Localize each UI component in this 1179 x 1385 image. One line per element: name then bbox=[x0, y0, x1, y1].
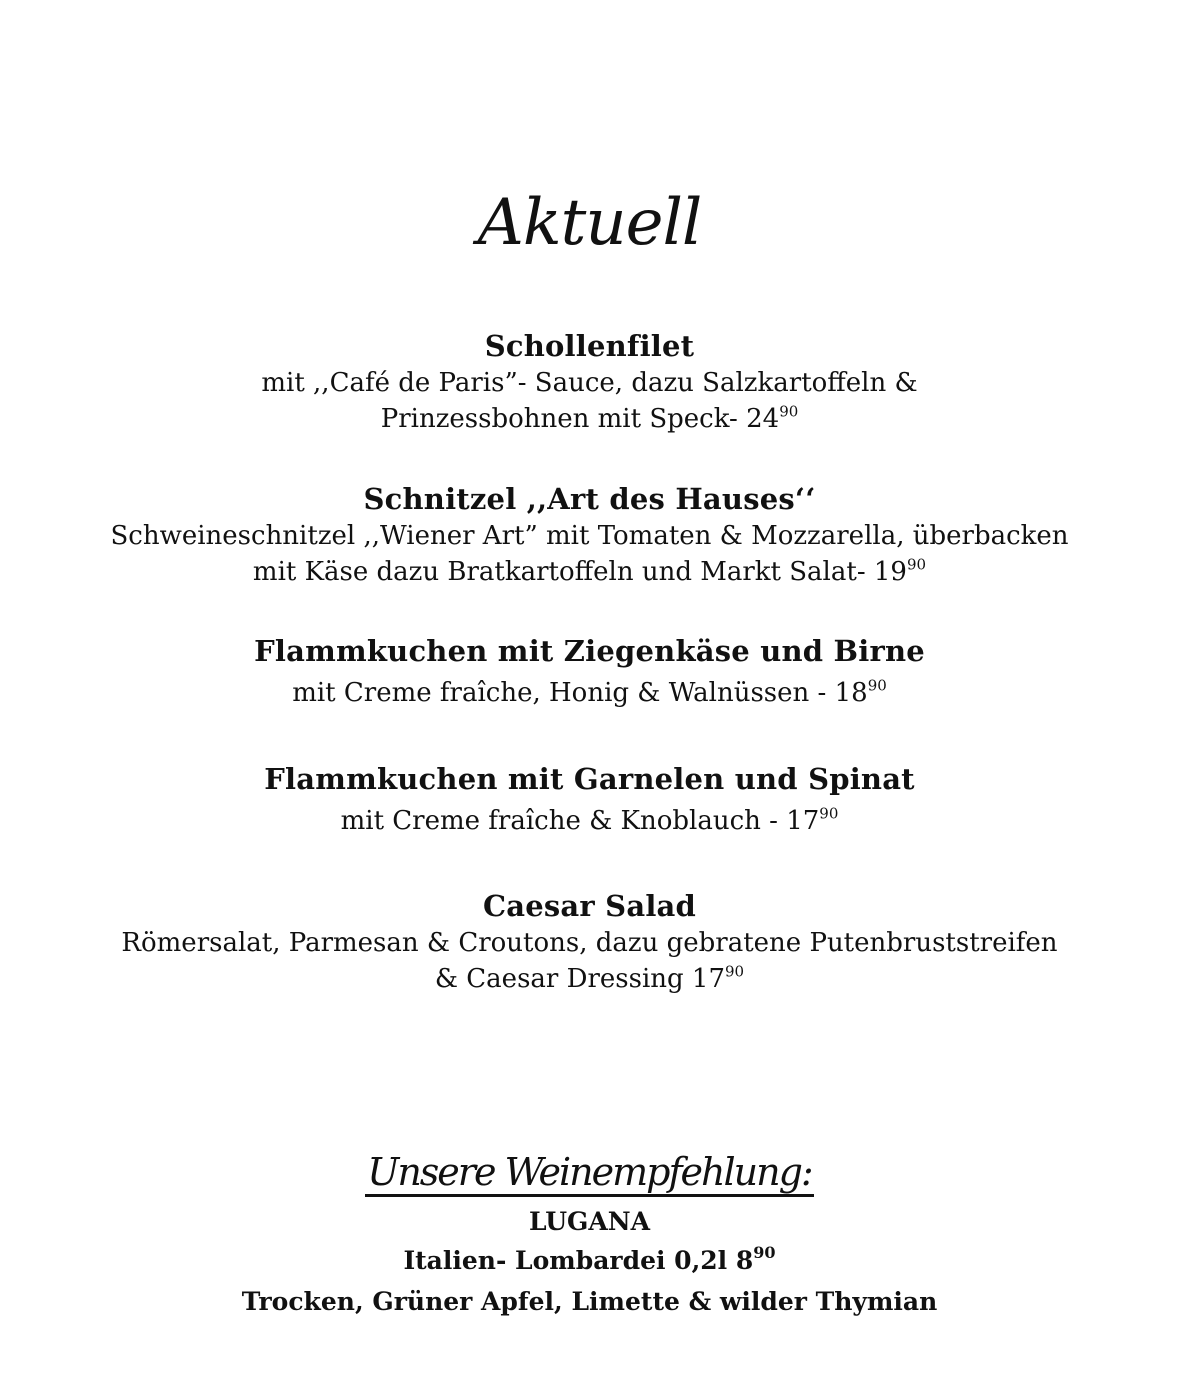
price-cents: 90 bbox=[906, 555, 927, 574]
dish-name: Schollenfilet bbox=[484, 329, 695, 363]
wine-tasting-notes: Trocken, Grüner Apfel, Limette & wilder Thymian bbox=[241, 1287, 938, 1316]
menu-item-schnitzel bbox=[0, 481, 1179, 590]
dish-description-line: & Caesar Dressing $17^{90}$ bbox=[434, 962, 745, 994]
price-cents: 90 bbox=[819, 804, 839, 823]
menu-item-flammkuchen-ziegenkaese bbox=[0, 633, 1179, 711]
price-cents: 90 bbox=[753, 1242, 776, 1262]
menu-item-caesar-salad bbox=[0, 888, 1179, 997]
dish-description bbox=[0, 675, 1179, 711]
dish-description bbox=[0, 518, 1179, 590]
wine-recommendation bbox=[0, 1203, 1179, 1323]
wine-origin: Italien- Lombardei 0,2l $8^{90}$ bbox=[403, 1242, 776, 1275]
wine-heading-text: Unsere Weinempfehlung: bbox=[365, 1150, 813, 1197]
dish-description-line: mit Creme fraîche, Honig & Walnüssen - $18^{90}$ bbox=[292, 676, 887, 708]
dish-description-line: mit Käse dazu Bratkartoffeln und Markt Salat- $19^{90}$ bbox=[252, 555, 927, 587]
dish-description-line: mit ,,Café de Paris”- Sauce, dazu Salzkartoffeln & bbox=[261, 368, 918, 398]
dish-description-line: Schweineschnitzel ,,Wiener Art” mit Tomaten & Mozzarella, überbacken bbox=[110, 521, 1069, 551]
dish-name: Flammkuchen mit Ziegenkäse und Birne bbox=[254, 634, 925, 668]
menu-title: Aktuell bbox=[477, 186, 702, 260]
dish-description-line: Römersalat, Parmesan & Croutons, dazu gebratene Putenbruststreifen bbox=[121, 928, 1058, 958]
wine-recommendation-heading bbox=[0, 1150, 1179, 1197]
price-cents: 90 bbox=[779, 402, 799, 421]
menu-item-flammkuchen-garnelen bbox=[0, 761, 1179, 839]
dish-name: Schnitzel ,,Art des Hauses‘‘ bbox=[363, 482, 816, 516]
dish-description bbox=[0, 925, 1179, 997]
dish-description-line: mit Creme fraîche & Knoblauch - $17^{90}$ bbox=[340, 804, 839, 836]
wine-name: LUGANA bbox=[528, 1207, 650, 1236]
dish-description bbox=[0, 365, 1179, 437]
menu-item-schollenfilet bbox=[0, 328, 1179, 437]
dish-name: Flammkuchen mit Garnelen und Spinat bbox=[264, 762, 915, 796]
dish-name: Caesar Salad bbox=[482, 889, 697, 923]
price-cents: 90 bbox=[867, 676, 887, 695]
dish-description-line: Prinzessbohnen mit Speck- $24^{90}$ bbox=[380, 402, 799, 434]
dish-description bbox=[0, 803, 1179, 839]
price-cents: 90 bbox=[725, 962, 745, 981]
